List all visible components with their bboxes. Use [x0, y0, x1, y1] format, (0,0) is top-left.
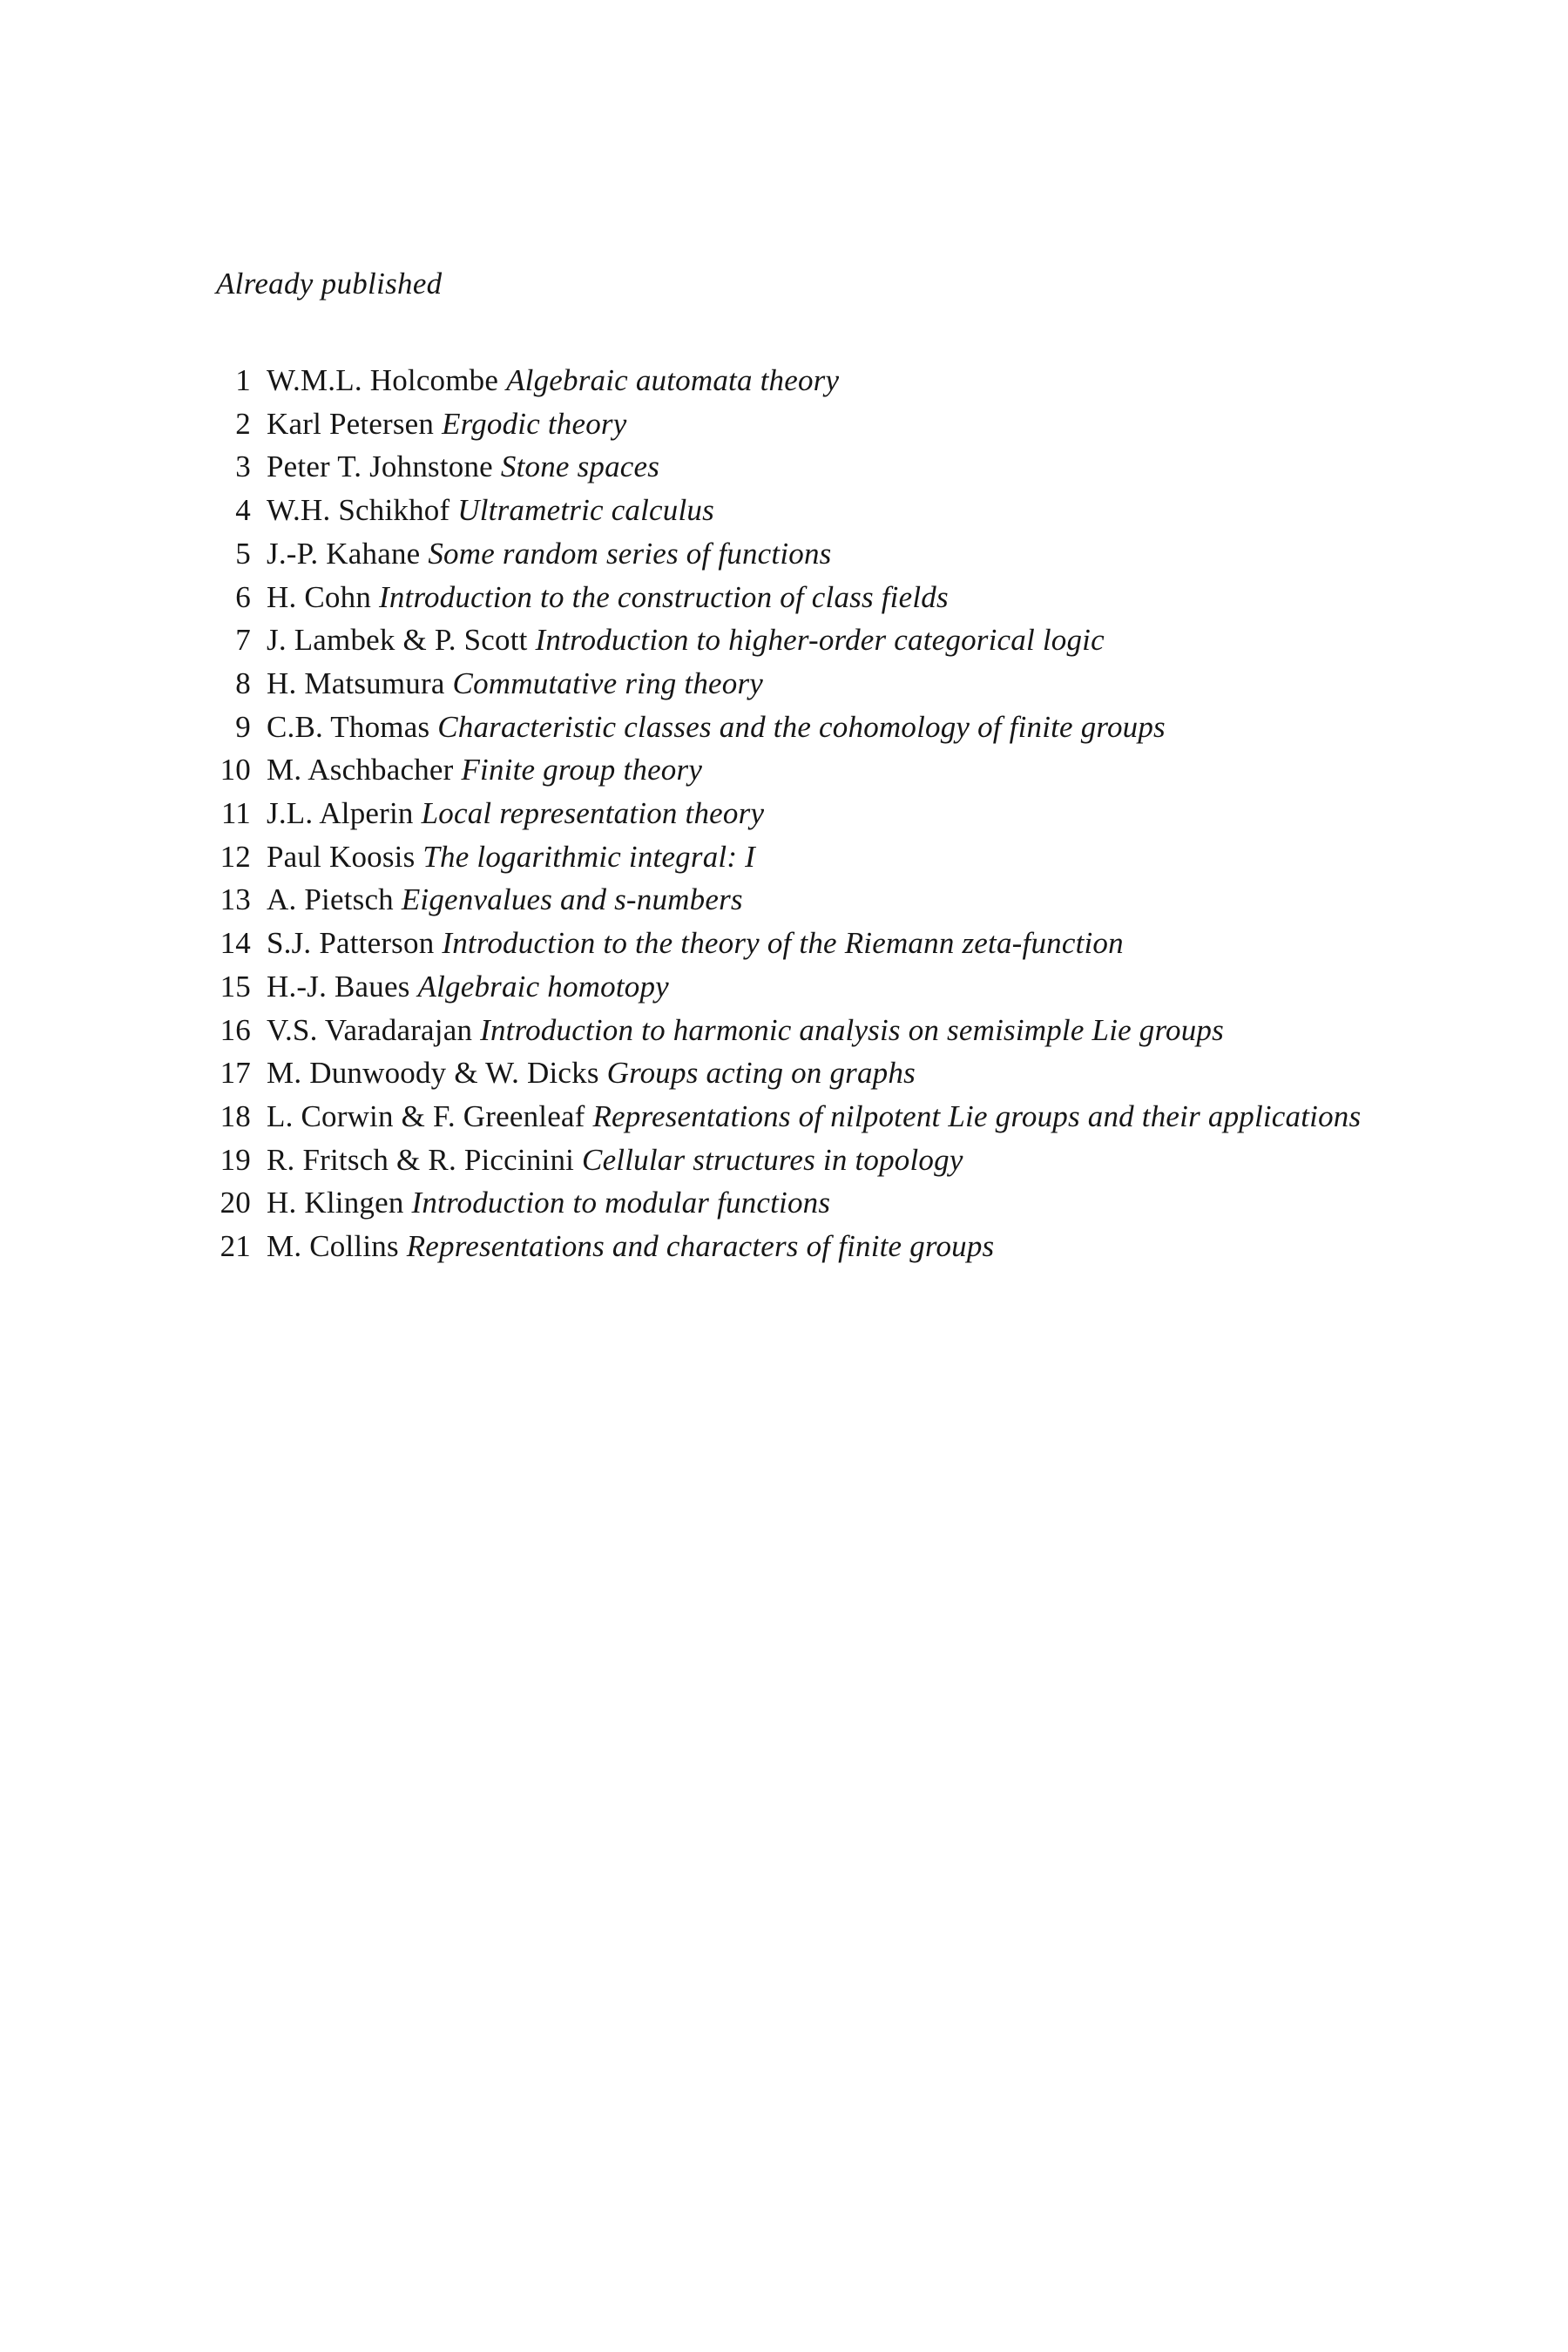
item-title: Some random series of functions [428, 536, 832, 571]
item-body [267, 1225, 1368, 1268]
item-title: Cellular structures in topology [582, 1142, 963, 1177]
item-number: 16 [220, 1012, 251, 1047]
item-author: Karl Petersen [267, 406, 435, 441]
item-author: Paul Koosis [267, 839, 416, 874]
item-body [267, 706, 1368, 749]
item-number: 8 [235, 666, 251, 700]
item-number: 21 [220, 1229, 251, 1264]
list-item [200, 922, 1368, 965]
item-title: Introduction to harmonic analysis on semisimple Lie groups [480, 1012, 1224, 1047]
item-title: Ergodic theory [442, 406, 627, 441]
item-author: H. Cohn [267, 579, 372, 614]
item-body [267, 1181, 1368, 1225]
item-author: W.M.L. Holcombe [267, 363, 499, 397]
item-title: Introduction to higher-order categorical logic [535, 623, 1105, 658]
list-item [200, 706, 1368, 749]
list-item [200, 1225, 1368, 1268]
list-item [200, 1139, 1368, 1182]
item-number: 3 [235, 449, 251, 484]
item-body [267, 445, 1368, 489]
item-title: Stone spaces [500, 449, 660, 484]
item-body [267, 748, 1368, 792]
item-number: 7 [235, 623, 251, 658]
item-number: 20 [220, 1186, 251, 1220]
item-title: Ultrametric calculus [457, 493, 714, 528]
item-number: 12 [220, 839, 251, 874]
item-author: J.L. Alperin [267, 796, 414, 831]
item-author: M. Aschbacher [267, 753, 454, 787]
item-number: 15 [220, 969, 251, 1004]
item-title: Introduction to the theory of the Riemann zeta-function [442, 926, 1124, 961]
list-item [200, 1051, 1368, 1095]
list-item [200, 445, 1368, 489]
item-author: H. Klingen [267, 1186, 404, 1220]
item-author: W.H. Schikhof [267, 493, 450, 528]
item-body [267, 792, 1368, 835]
item-body [267, 922, 1368, 965]
item-number: 5 [235, 536, 251, 571]
item-author: Peter T. Johnstone [267, 449, 493, 484]
list-item [200, 576, 1368, 619]
item-title: Representations of nilpotent Lie groups and their applications [592, 1098, 1362, 1133]
item-title: Finite group theory [461, 753, 703, 787]
list-item [200, 532, 1368, 576]
item-title: The logarithmic integral: I [422, 839, 755, 874]
item-number: 13 [220, 882, 251, 917]
item-number: 14 [220, 926, 251, 961]
list-item [200, 1009, 1368, 1052]
item-number: 9 [235, 709, 251, 744]
list-item [200, 402, 1368, 446]
item-body [267, 878, 1368, 922]
item-body [267, 1051, 1368, 1095]
item-author: J. Lambek & P. Scott [267, 623, 528, 658]
item-body [267, 532, 1368, 576]
item-title: Characteristic classes and the cohomology of finite groups [437, 709, 1166, 744]
list-item [200, 359, 1368, 402]
item-author: M. Collins [267, 1229, 399, 1264]
item-number: 19 [220, 1142, 251, 1177]
list-item [200, 835, 1368, 879]
item-author: C.B. Thomas [267, 709, 430, 744]
item-body [267, 576, 1368, 619]
list-item [200, 748, 1368, 792]
item-title: Eigenvalues and s-numbers [401, 882, 743, 917]
item-body [267, 965, 1368, 1009]
item-author: L. Corwin & F. Greenleaf [267, 1098, 585, 1133]
item-number: 10 [220, 753, 251, 787]
item-body [267, 618, 1368, 662]
item-body [267, 835, 1368, 879]
series-list [200, 359, 1368, 1268]
item-number: 1 [235, 363, 251, 397]
list-item [200, 1095, 1368, 1139]
list-item [200, 489, 1368, 532]
item-number: 6 [235, 579, 251, 614]
item-author: H. Matsumura [267, 666, 445, 700]
list-item [200, 1181, 1368, 1225]
item-author: A. Pietsch [267, 882, 394, 917]
list-item [200, 878, 1368, 922]
item-title: Representations and characters of finite groups [406, 1229, 995, 1264]
item-body [267, 402, 1368, 446]
item-number: 11 [220, 796, 251, 831]
item-body [267, 662, 1368, 706]
page-heading: Already published [216, 267, 443, 301]
item-author: H.-J. Baues [267, 969, 410, 1004]
item-title: Groups acting on graphs [606, 1056, 916, 1091]
item-number: 2 [235, 406, 251, 441]
item-number: 17 [220, 1056, 251, 1091]
list-item [200, 792, 1368, 835]
item-body [267, 489, 1368, 532]
item-body [267, 359, 1368, 402]
item-title: Commutative ring theory [452, 666, 764, 700]
item-author: J.-P. Kahane [267, 536, 421, 571]
item-body [267, 1139, 1368, 1182]
item-title: Local representation theory [421, 796, 765, 831]
item-number: 4 [235, 493, 251, 528]
item-title: Algebraic homotopy [417, 969, 669, 1004]
item-author: R. Fritsch & R. Piccinini [267, 1142, 575, 1177]
item-title: Introduction to the construction of class fields [378, 579, 949, 614]
list-item [200, 965, 1368, 1009]
item-author: M. Dunwoody & W. Dicks [267, 1056, 599, 1091]
list-item [200, 618, 1368, 662]
item-title: Algebraic automata theory [506, 363, 840, 397]
list-item [200, 662, 1368, 706]
item-author: S.J. Patterson [267, 926, 435, 961]
item-title: Introduction to modular functions [411, 1186, 831, 1220]
item-number: 18 [220, 1098, 251, 1133]
item-body [267, 1009, 1368, 1052]
item-body [267, 1095, 1368, 1139]
item-author: V.S. Varadarajan [267, 1012, 473, 1047]
